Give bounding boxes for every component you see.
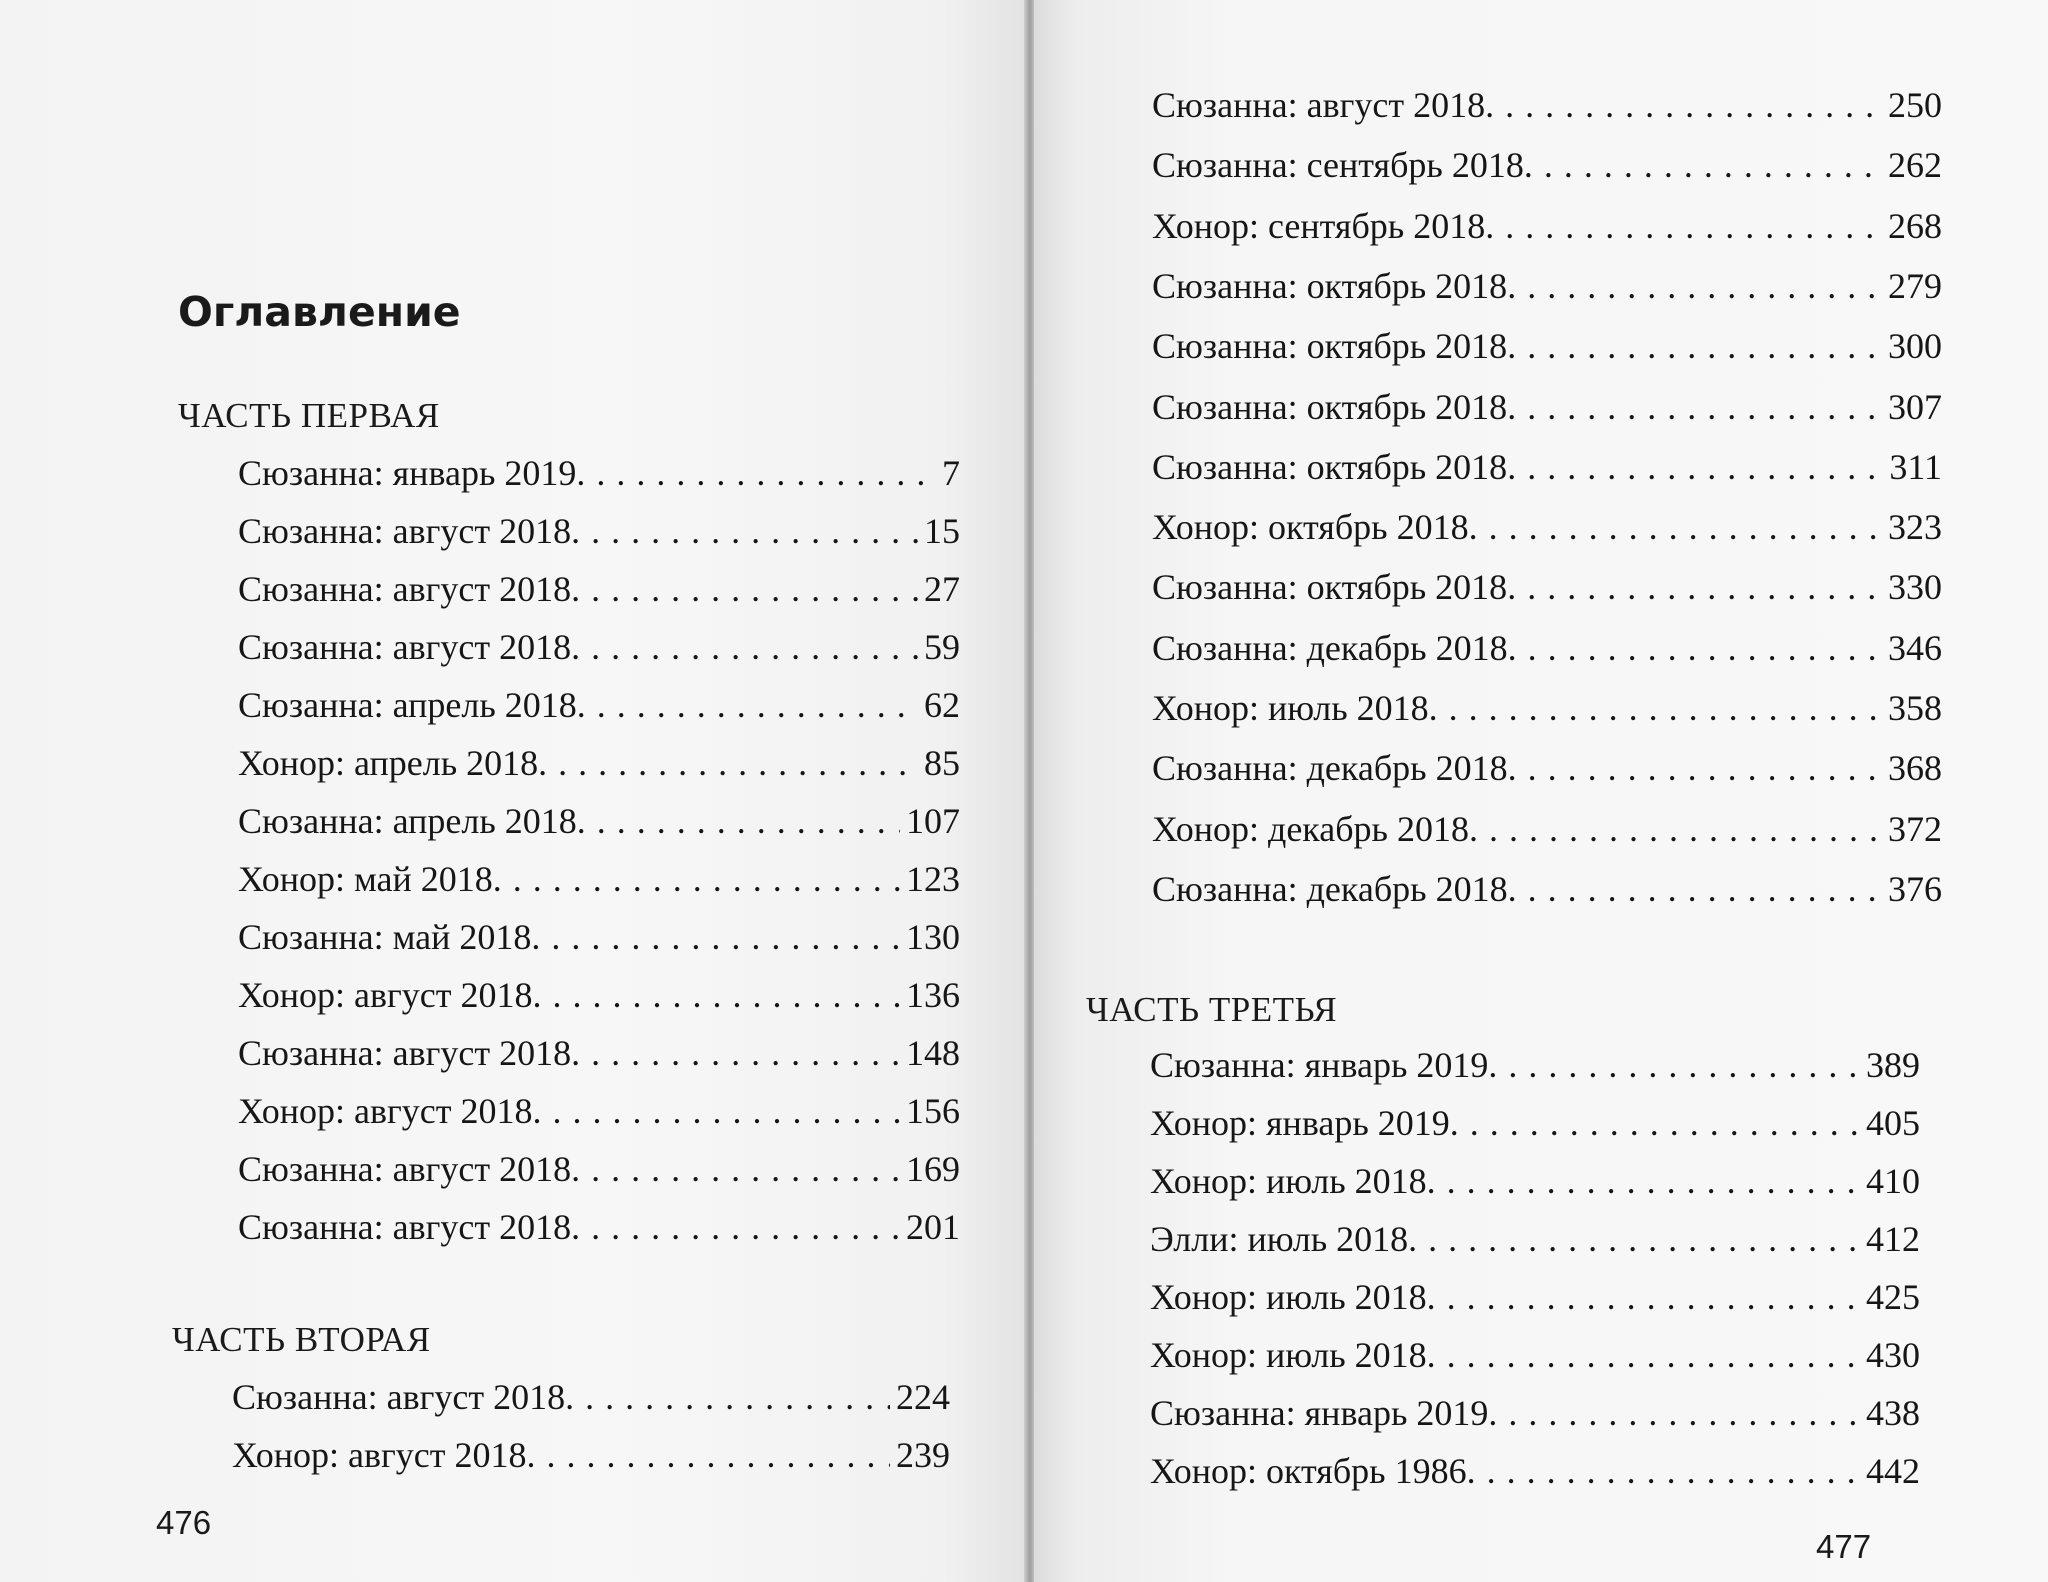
chapter-page-number: 136 [906,975,960,1015]
dot-leader [1408,1218,1860,1260]
dot-leader [1467,1450,1860,1492]
dot-leader [571,1206,900,1248]
chapter-title: Сюзанна: январь 2019 [238,453,577,493]
toc-heading: Оглавление [178,288,461,336]
chapter-page-number: 300 [1888,326,1942,367]
chapter-title: Хонор: январь 2019 [1150,1103,1450,1143]
page-number: 476 [156,1504,212,1541]
toc-entry [238,568,960,612]
toc-entry [1152,325,1942,369]
chapter-title: Сюзанна: май 2018 [238,917,532,957]
chapter-page-number: 27 [924,569,960,609]
chapter-title: Хонор: июль 2018 [1150,1335,1427,1375]
chapter-title: Сюзанна: август 2018 [238,1149,572,1189]
chapter-title: Хонор: август 2018 [232,1435,527,1475]
chapter-page-number: 148 [906,1033,960,1073]
chapter-page-number: 442 [1866,1451,1920,1491]
toc-entry [1150,1450,1920,1494]
dot-leader [1450,1102,1860,1144]
chapter-title: Сюзанна: август 2018 [1152,85,1486,125]
chapter-title: Сюзанна: август 2018 [238,569,572,609]
chapter-title: Хонор: июль 2018 [1150,1161,1427,1201]
toc-entry [238,510,960,554]
chapter-page-number: 425 [1866,1277,1920,1317]
chapter-title: Сюзанна: октябрь 2018 [1152,567,1508,608]
dot-leader [1427,1160,1860,1202]
chapter-title: Сюзанна: октябрь 2018 [1152,326,1508,367]
chapter-page-number: 358 [1888,688,1942,728]
chapter-title: Сюзанна: апрель 2018 [238,801,577,841]
dot-leader [1508,627,1882,669]
chapter-title: Хонор: сентябрь 2018 [1152,205,1486,246]
chapter-title: Хонор: август 2018 [238,1091,533,1131]
toc-entry [238,1032,960,1076]
toc-entry [238,800,960,844]
chapter-title: Сюзанна: август 2018 [238,511,572,551]
chapter-page-number: 156 [906,1091,960,1131]
dot-leader [493,858,900,900]
part-three-title: ЧАСТЬ ТРЕТЬЯ [1086,990,1338,1029]
chapter-title: Сюзанна: август 2018 [232,1377,566,1417]
toc-entry [1152,747,1942,791]
toc-entry [1152,627,1942,671]
chapter-page-number: 279 [1888,265,1942,306]
chapter-title: Сюзанна: октябрь 2018 [1152,386,1508,427]
chapter-page-number: 368 [1888,748,1942,789]
chapter-page-number: 201 [906,1207,960,1247]
toc-entry [1152,868,1942,912]
chapter-page-number: 224 [896,1377,950,1417]
right-page [1034,0,2048,1582]
toc-entry [1152,446,1942,490]
chapter-title: Сюзанна: сентябрь 2018 [1152,145,1524,186]
dot-leader [571,1148,900,1190]
toc-entry [238,1148,960,1192]
dot-leader [576,452,936,494]
toc-entry [1152,687,1942,731]
toc-entry [1150,1218,1920,1262]
chapter-title: Сюзанна: октябрь 2018 [1152,265,1508,306]
toc-entry [238,742,960,786]
dot-leader [1469,808,1882,850]
chapter-page-number: 15 [924,511,960,551]
dot-leader [1508,868,1882,910]
chapter-title: Хонор: июль 2018 [1152,688,1429,728]
chapter-page-number: 85 [924,743,960,783]
chapter-title: Элли: июль 2018 [1150,1219,1409,1259]
dot-leader [1507,386,1882,428]
chapter-title: Сюзанна: апрель 2018 [238,685,577,725]
toc-entry [1152,144,1942,188]
dot-leader [1427,1334,1860,1376]
toc-entry [1152,808,1942,852]
chapter-title: Сюзанна: октябрь 2018 [1152,446,1508,487]
toc-entry [1152,205,1942,249]
chapter-title: Хонор: май 2018 [238,859,493,899]
dot-leader [532,974,900,1016]
chapter-page-number: 311 [1889,446,1942,487]
toc-entry [238,858,960,902]
dot-leader [532,1090,900,1132]
toc-entry [1150,1102,1920,1146]
chapter-title: Хонор: июль 2018 [1150,1277,1427,1317]
chapter-title: Сюзанна: декабрь 2018 [1152,868,1508,909]
chapter-page-number: 412 [1866,1219,1920,1259]
toc-entry [238,1206,960,1250]
dot-leader [1488,1392,1860,1434]
chapter-page-number: 405 [1866,1103,1920,1143]
toc-entry [1150,1160,1920,1204]
toc-entry [232,1434,950,1478]
chapter-page-number: 7 [942,453,960,493]
chapter-page-number: 59 [924,627,960,667]
chapter-page-number: 123 [906,859,960,899]
dot-leader [1507,265,1882,307]
chapter-page-number: 410 [1866,1161,1920,1201]
chapter-title: Хонор: апрель 2018 [238,743,539,783]
dot-leader [1507,566,1882,608]
dot-leader [571,568,918,610]
toc-entry [1152,386,1942,430]
dot-leader [571,510,918,552]
dot-leader [1427,1276,1860,1318]
chapter-page-number: 62 [924,685,960,725]
chapter-title: Сюзанна: январь 2019 [1150,1045,1489,1085]
toc-entry [238,452,960,496]
chapter-page-number: 169 [906,1149,960,1189]
dot-leader [1485,205,1882,247]
chapter-title: Хонор: октябрь 2018 [1152,507,1469,548]
chapter-page-number: 323 [1888,507,1942,548]
chapter-title: Сюзанна: декабрь 2018 [1152,627,1508,668]
toc-entry [238,1090,960,1134]
chapter-page-number: 372 [1888,808,1942,849]
chapter-title: Сюзанна: декабрь 2018 [1152,748,1508,789]
toc-entry [1152,84,1942,128]
page-number: 477 [1816,1528,1872,1565]
part-two-title: ЧАСТЬ ВТОРАЯ [172,1320,431,1359]
dot-leader [531,916,900,958]
dot-leader [526,1434,890,1476]
chapter-title: Сюзанна: август 2018 [238,1033,572,1073]
chapter-page-number: 262 [1888,145,1942,186]
dot-leader [577,684,918,726]
dot-leader [571,626,918,668]
toc-entry [238,626,960,670]
toc-entry [1150,1334,1920,1378]
part-one-title: ЧАСТЬ ПЕРВАЯ [178,396,440,435]
chapter-page-number: 389 [1866,1045,1920,1085]
chapter-page-number: 438 [1866,1393,1920,1433]
chapter-page-number: 268 [1888,205,1942,246]
dot-leader [1507,446,1883,488]
toc-entry [1150,1392,1920,1436]
chapter-page-number: 107 [906,801,960,841]
toc-entry [238,684,960,728]
toc-entry [1150,1044,1920,1088]
toc-entry [1152,566,1942,610]
toc-entry [1150,1276,1920,1320]
dot-leader [1485,84,1882,126]
dot-leader [571,1032,900,1074]
dot-leader [1524,144,1882,186]
chapter-page-number: 376 [1888,868,1942,909]
toc-entry [1152,265,1942,309]
chapter-page-number: 250 [1888,85,1942,125]
chapter-title: Хонор: декабрь 2018 [1152,808,1469,849]
chapter-page-number: 130 [906,917,960,957]
dot-leader [1488,1044,1860,1086]
chapter-page-number: 307 [1888,386,1942,427]
dot-leader [1508,747,1882,789]
dot-leader [1507,325,1882,367]
chapter-page-number: 239 [896,1435,950,1475]
dot-leader [1429,687,1882,729]
dot-leader [1469,506,1882,548]
chapter-title: Сюзанна: январь 2019 [1150,1393,1489,1433]
chapter-page-number: 346 [1888,627,1942,668]
dot-leader [538,742,918,784]
chapter-title: Сюзанна: август 2018 [238,627,572,667]
chapter-title: Сюзанна: август 2018 [238,1207,572,1247]
dot-leader [565,1376,890,1418]
chapter-title: Хонор: октябрь 1986 [1150,1451,1467,1491]
toc-entry [1152,506,1942,550]
chapter-page-number: 330 [1888,567,1942,608]
toc-entry [238,916,960,960]
chapter-title: Хонор: август 2018 [238,975,533,1015]
toc-entry [238,974,960,1018]
dot-leader [577,800,900,842]
chapter-page-number: 430 [1866,1335,1920,1375]
toc-entry [232,1376,950,1420]
